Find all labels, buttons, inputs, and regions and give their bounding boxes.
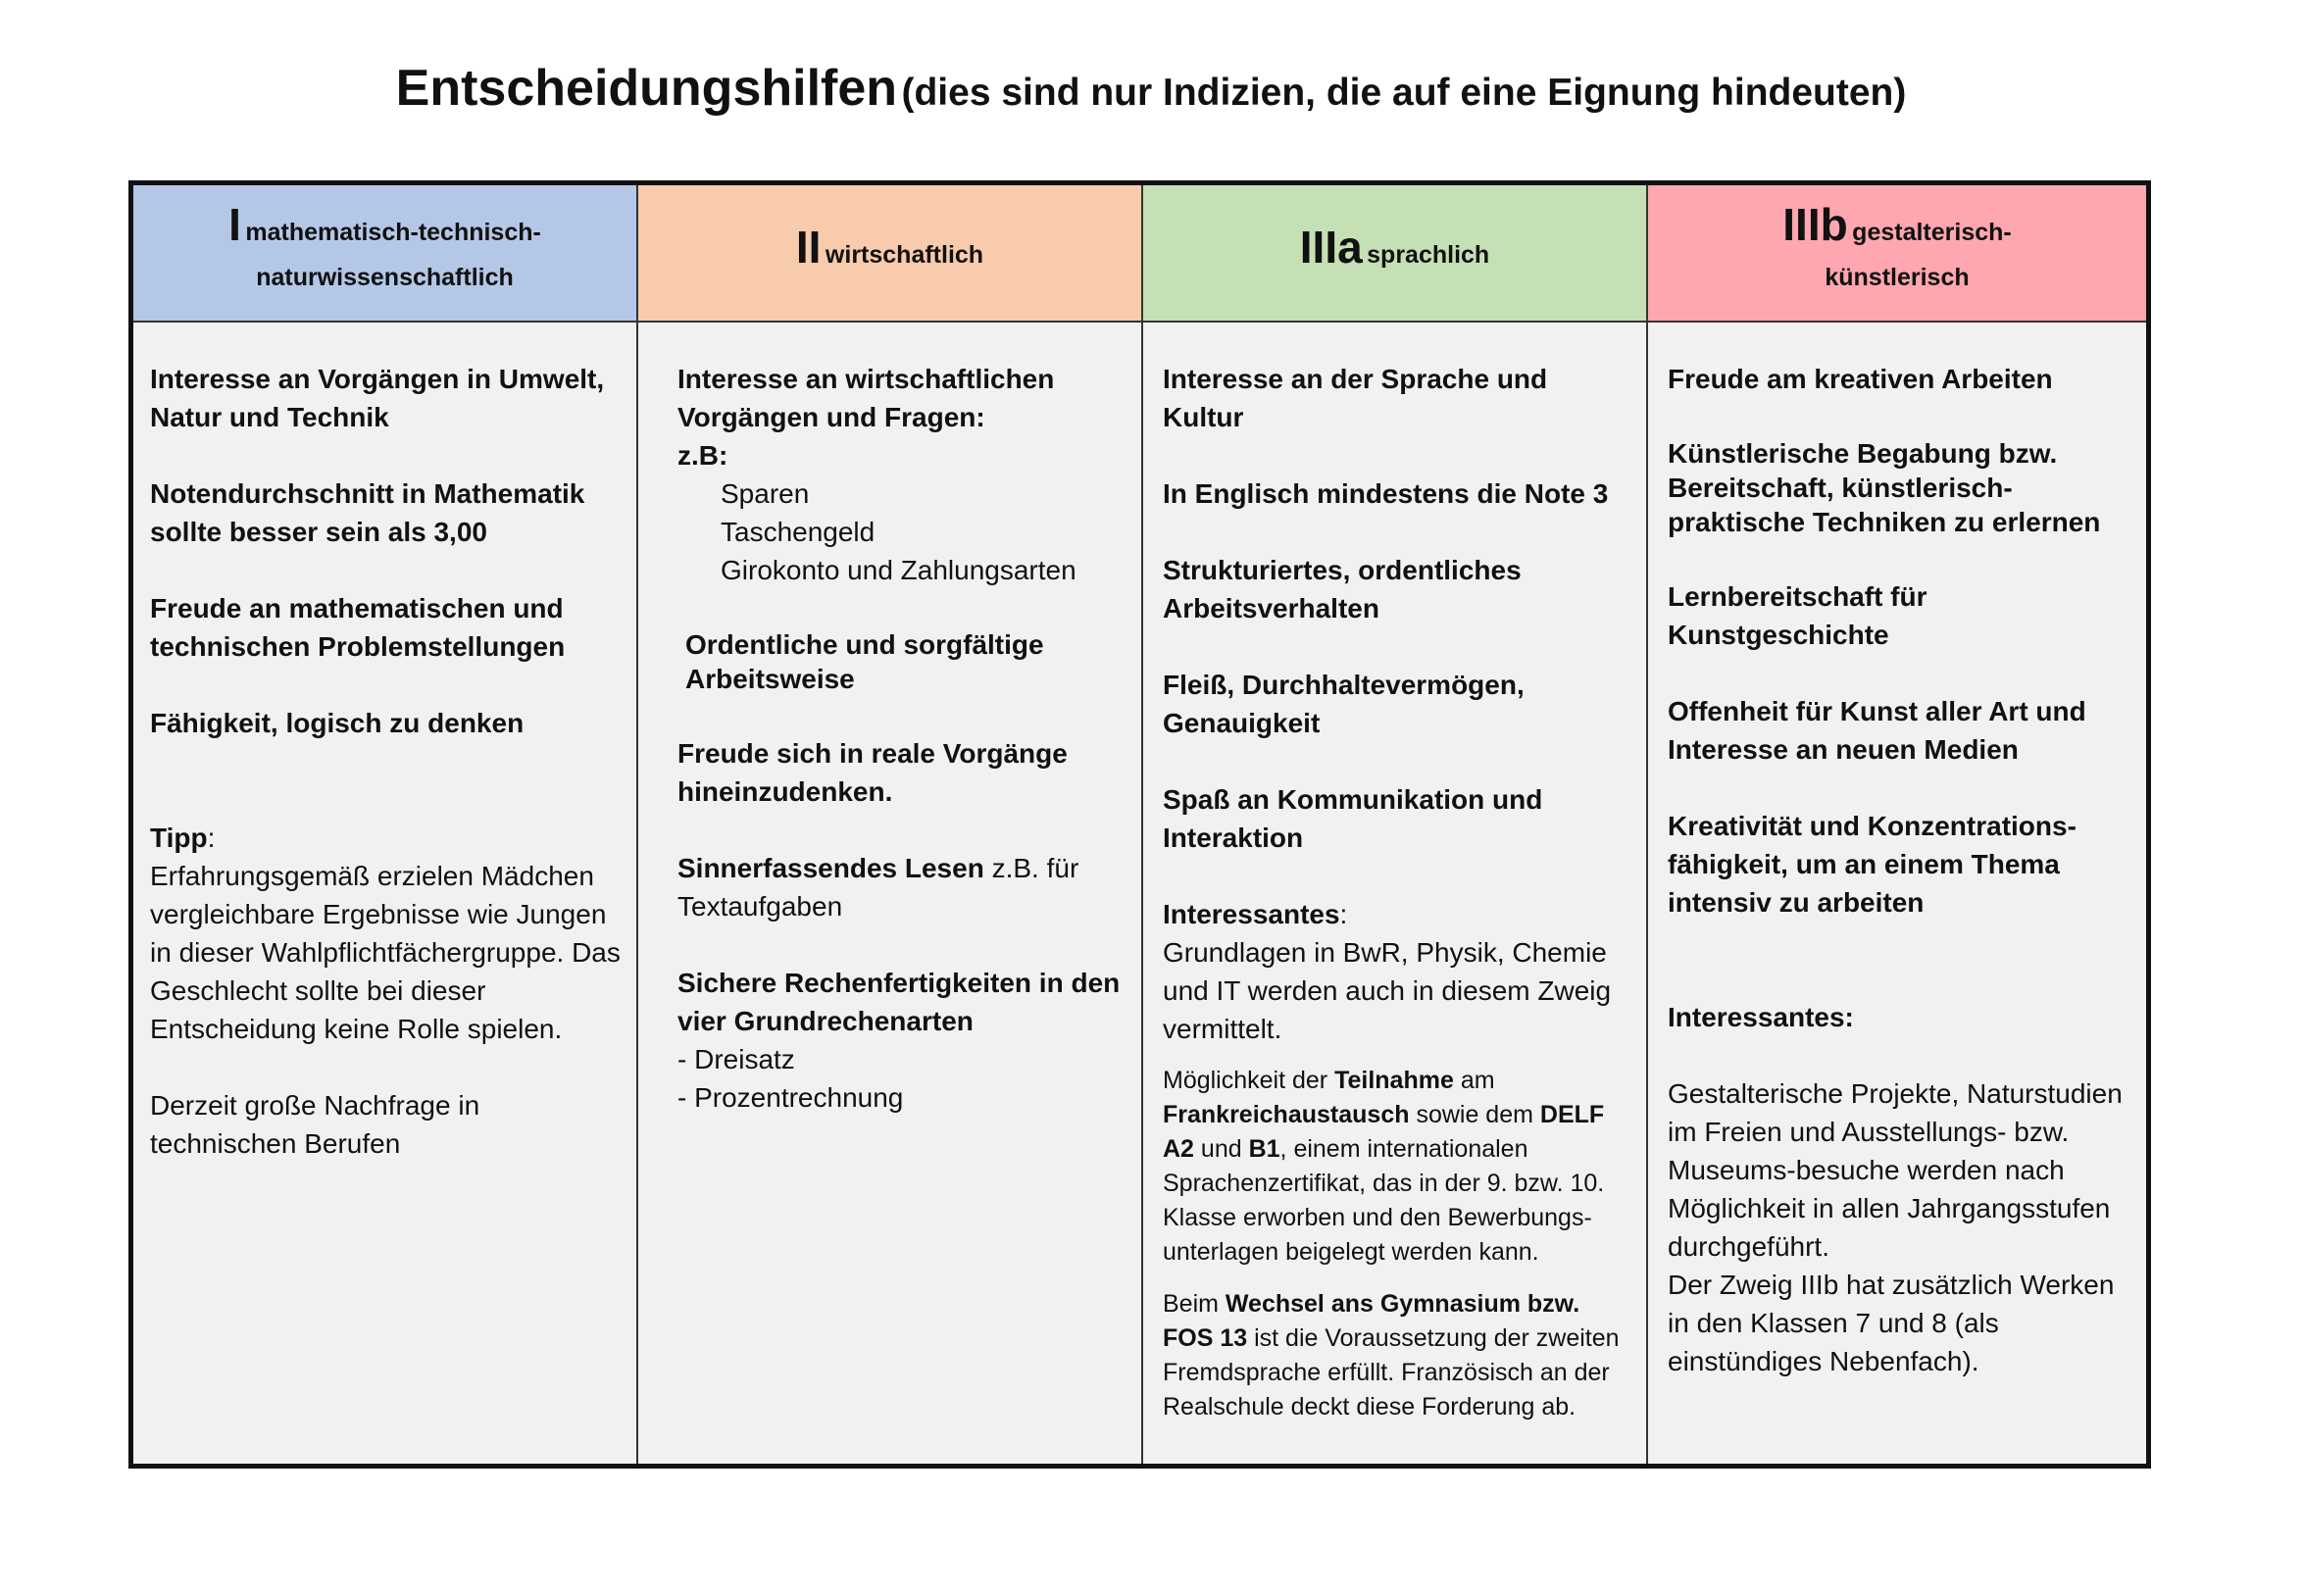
column-numeral: IIIb [1782,199,1848,250]
criterion: Strukturiertes, ordentliches Arbeitsverhalten [1163,555,1522,623]
example-item: Taschengeld [721,517,876,547]
criterion: Offenheit für Kunst aller Art und Interesse an neuen Medien [1668,696,2086,765]
text-run: Möglichkeit der [1163,1067,1335,1094]
text-run: sowie dem [1409,1101,1540,1128]
criterion: Künstlerische Begabung bzw. Bereitschaft, künstlerisch-praktische Techniken zu erlernen [1668,438,2101,537]
interesting-text: Grundlagen in BwR, Physik, Chemie und IT werden auch in diesem Zweig vermittelt. [1163,937,1612,1044]
tip-colon: : [207,823,216,853]
column-header-math-tech [133,185,636,323]
gymnasium-note [1163,1287,1632,1424]
column-label-line2: naturwissenschaftlich [256,264,514,291]
exchange-note [1163,1064,1632,1270]
interesting-label: Interessantes: [1668,1002,1854,1032]
text-run-bold: Frankreichaustausch [1163,1101,1410,1128]
column-arts [1648,185,2146,1464]
criterion: In Englisch mindestens die Note 3 [1163,478,1609,509]
text-run: am [1453,1067,1495,1094]
criterion: Interesse an der Sprache und Kultur [1163,364,1548,432]
text-run-bold: Wechsel ans Gymnasium bzw. FOS 13 [1163,1290,1580,1352]
tip-heading [150,819,623,857]
example-label: z.B: [677,440,728,471]
column-numeral: IIIa [1299,222,1363,273]
text-run-bold: Teilnahme [1334,1067,1454,1094]
tip-text: Erfahrungsgemäß erzielen Mädchen vergleichbare Ergebnisse wie Jungen in dieser Wahlpflichtfächergruppe. Das Geschlecht sollte bei dieser Entscheidung keine Rolle spielen. [150,861,621,1044]
title-main: Entscheidungshilfen [395,60,898,117]
criterion: Interesse an wirtschaftlichen Vorgängen und Fragen: [677,364,1055,432]
column-economics [638,185,1143,1464]
criterion-bold: Sinnerfassendes Lesen [677,853,984,883]
column-label: gestalterisch- [1852,219,2012,246]
interesting-heading [1163,895,1632,933]
column-label: mathematisch-technisch- [245,219,541,246]
text-run: Beim [1163,1290,1226,1318]
column-body [1143,323,1646,1464]
criterion: Spaß an Kommunikation und Interaktion [1163,784,1543,853]
criterion-rest: z.B. für Textaufgaben [677,853,1079,922]
text-run: , einem internationalen Sprachenzertifikat, das in der 9. bzw. 10. Klasse erworben und den Bewerbungs-unterlagen beigelegt werden kann. [1163,1135,1605,1266]
column-body [638,323,1141,1464]
title-subtitle: (dies sind nur Indizien, die auf eine Eignung hindeuten) [901,72,1907,114]
criterion: Lernbereitschaft für Kunstgeschichte [1668,581,1927,650]
page-title [0,59,2302,118]
bullet-item: - Prozentrechnung [677,1082,904,1113]
column-languages [1143,185,1648,1464]
interesting-colon: : [1339,899,1348,929]
criterion: Freude am kreativen Arbeiten [1668,364,2053,394]
criterion: Fleiß, Durchhaltevermögen, Genauigkeit [1163,670,1525,738]
interesting-text-2: Der Zweig IIIb hat zusätzlich Werken in den Klassen 7 und 8 (als einstündiges Nebenfach). [1668,1270,2115,1376]
text-run: ist die Voraussetzung der zweiten Fremdsprache erfüllt. Französisch an der Realschule deckt diese Forderung ab. [1163,1324,1620,1421]
column-body [1648,323,2146,1464]
column-numeral: I [228,199,241,250]
bullet-item: - Dreisatz [677,1044,795,1074]
criterion: Kreativität und Konzentrations-fähigkeit, um an einem Thema intensiv zu arbeiten [1668,811,2077,918]
column-header-economics [638,185,1141,323]
column-label-line2: künstlerisch [1825,264,1970,291]
decision-table [128,180,2151,1469]
column-header-languages [1143,185,1646,323]
criterion: Sichere Rechenfertigkeiten in den vier Grundrechenarten [677,968,1121,1036]
column-header-arts [1648,185,2146,323]
column-label: sprachlich [1367,241,1490,269]
criterion-reading [677,849,1127,925]
criterion: Notendurchschnitt in Mathematik sollte besser sein als 3,00 [150,478,585,547]
text-run-bold: DELF A2 [1163,1101,1605,1163]
text-run-bold: B1 [1248,1135,1280,1163]
interesting-label: Interessantes [1163,899,1340,929]
criterion: Fähigkeit, logisch zu denken [150,708,525,738]
column-numeral: II [795,222,822,273]
criterion: Interesse an Vorgängen in Umwelt, Natur und Technik [150,364,605,432]
tip-label: Tipp [150,823,208,853]
column-body [133,323,636,1464]
example-item: Girokonto und Zahlungsarten [721,555,1076,585]
criterion: Freude an mathematischen und technischen Problemstellungen [150,593,566,662]
text-run: und [1193,1135,1249,1163]
interesting-text: Gestalterische Projekte, Naturstudien im Freien und Ausstellungs- bzw. Museums-besuche werden nach Möglichkeit in allen Jahrgangsstufen durchgeführt. [1668,1078,2123,1262]
example-item: Sparen [721,478,810,509]
criterion: Freude sich in reale Vorgänge hineinzudenken. [677,738,1068,807]
column-math-tech [133,185,638,1464]
criterion: Ordentliche und sorgfältige Arbeitsweise [685,629,1044,694]
note-text: Derzeit große Nachfrage in technischen Berufen [150,1090,480,1159]
column-label: wirtschaftlich [825,241,984,269]
